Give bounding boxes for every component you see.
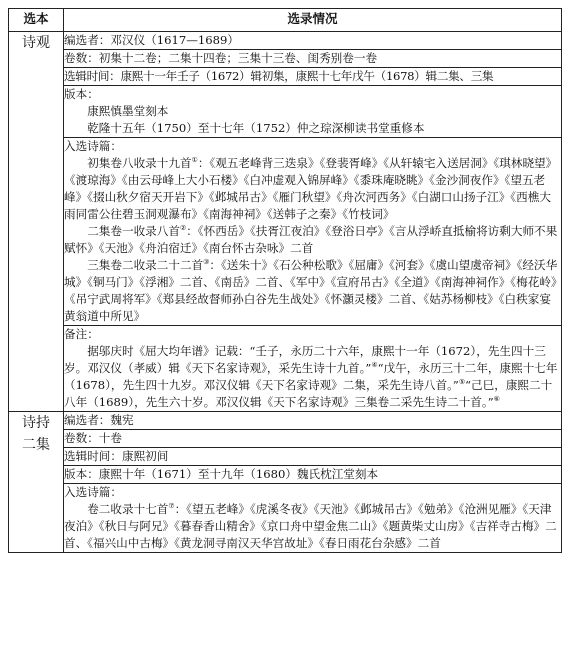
anthology-label-shichi <box>9 412 64 553</box>
remark-quote-3: “己巳，康熙二十八年（1689），先生六十岁。邓汉仪辑《天下名家诗观》三集卷二采先生诗二十首。” <box>64 378 553 409</box>
shiguan-remark <box>64 326 562 412</box>
shiguan-edition-title: 版本： <box>64 87 99 101</box>
shichi-collection-poem-list: ：《望五老峰》《虎溪冬夜》《天池》《邺城吊古》《勉弟》《沧洲见雁》《天津夜泊》《秋日与阿兄》《暮春香山精舍》《京口舟中望金焦二山》《题黄柴丈山房》《吉祥寺古梅》二首、《福兴山中古梅》《黄龙洞寻南汉天华宫故址》《春日雨花台杂感》二首 <box>64 502 557 550</box>
shiguan-poems-collection-1 <box>64 155 561 223</box>
footnote-marker: ④ <box>371 361 378 370</box>
selection-table <box>8 8 562 553</box>
remark-quote-2: “戊午，永历三十二年，康熙十七年（1678），先生四十九岁。邓汉仪辑《天下名家诗观》二集，采先生诗八首。” <box>64 361 558 392</box>
header-col-anthology: 选本 <box>9 9 64 32</box>
shichi-volumes-row <box>9 430 562 448</box>
shiguan-remark-text <box>64 343 561 411</box>
shichi-poems-collection <box>64 501 561 552</box>
shichi-time-row <box>9 448 562 466</box>
shiguan-volumes-row <box>9 50 562 68</box>
shiguan-edition-line: 康熙慎墨堂刻本 <box>87 104 169 118</box>
collection-2-intro: 二集卷一收录八首 <box>87 224 180 238</box>
shichi-collection-intro: 卷二收录十七首 <box>87 502 169 516</box>
footnote-marker: ② <box>179 224 187 233</box>
shichi-poems-row <box>9 484 562 553</box>
shiguan-edition-line: 乾隆十五年（1750）至十七年（1752）仲之琮深柳读书堂重修本 <box>87 121 425 135</box>
shiguan-poems <box>64 138 562 326</box>
shiguan-editor-row <box>9 32 562 50</box>
shichi-volumes: 卷数：十卷 <box>64 430 562 448</box>
shichi-edition: 版本：康熙十年（1671）至十九年（1680）魏氏枕江堂刻本 <box>64 466 562 484</box>
shichi-edition-row <box>9 466 562 484</box>
footnote-marker: ⑤ <box>458 378 466 387</box>
footnote-marker: ③ <box>203 258 210 267</box>
shiguan-poems-title: 入选诗篇： <box>64 139 122 153</box>
shiguan-remark-row <box>9 326 562 412</box>
shiguan-remark-title: 备注： <box>64 327 99 341</box>
collection-2-poem-list: ：《怀西岳》《扶胥江夜泊》《登浴日亭》《言从浮峤直抵榆将访剩大师不果赋怀》《天池》《舟泊宿迁》《南台怀古杂咏》二首 <box>64 224 558 255</box>
collection-1-intro: 初集卷八收录十九首 <box>87 156 192 170</box>
shichi-poems <box>64 484 562 553</box>
shichi-editor-row <box>9 412 562 430</box>
footnote-marker: ① <box>191 156 198 165</box>
shiguan-edition <box>64 86 562 138</box>
shiguan-poems-collection-2 <box>64 223 561 257</box>
footnote-marker: ⑥ <box>493 395 500 404</box>
header-row <box>9 9 562 32</box>
header-col-selection: 选录情况 <box>64 9 562 32</box>
shichi-time: 选辑时间：康熙初间 <box>64 448 562 466</box>
footnote-marker: ⑦ <box>168 502 175 511</box>
remark-quote-1: 据邬庆时《屈大均年谱》记载：“壬子，永历二十六年，康熙十一年（1672），先生四十三岁。邓汉仪（孝威）辑《天下名家诗观》，采先生诗十九首。” <box>64 344 546 375</box>
shiguan-editor: 编选者：邓汉仪（1617—1689） <box>64 32 562 50</box>
collection-3-intro: 三集卷二收录二十二首 <box>87 258 204 272</box>
collection-3-poem-list: ：《送朱十》《石公种松歌》《屈庸》《河套》《虞山望虞帝祠》《经沃华城》《铜马门》《浮湘》二首、《南岳》二首、《军中》《宣府吊古》《全道》《南海神祠作》《梅花岭》《吊宁武周将军》《郑县经故督师孙白谷先生战处》《怀灝灵楼》二首、《姑苏杨柳枝》《白秩家宴黄翁道中所见》 <box>64 258 558 323</box>
shiguan-edition-row <box>9 86 562 138</box>
anthology-label-shiguan: 诗观 <box>9 32 64 412</box>
shiguan-volumes: 卷数：初集十二卷；二集十四卷；三集十三卷、闺秀别卷一卷 <box>64 50 562 68</box>
shichi-editor: 编选者：魏宪 <box>64 412 562 430</box>
shiguan-time: 选辑时间：康熙十一年壬子（1672）辑初集，康熙十七年戊午（1678）辑二集、三集 <box>64 68 562 86</box>
anthology-label-shichi-text: 诗持二集 <box>21 415 50 453</box>
collection-1-poem-list: ：《观五老峰背三迭泉》《登裴胥峰》《从轩辕宅入送居洞》《琪林晓望》《渡琼海》《由云母峰上大小石楼》《白冲虚观入锦屏峰》《黍珠庵晓眺》《金沙洞夜作》《望五老峰》《掇山秋夕宿天开岩下》《邺城吊古》《雁门秋望》《舟次河西务》《白湖口山扬子江》《西樵大雨同雷公往碧玉洞观瀑布》《南海神祠》《送韩子之秦》《竹枝词》 <box>64 156 558 221</box>
shiguan-poems-row <box>9 138 562 326</box>
shiguan-poems-collection-3 <box>64 257 561 325</box>
shichi-poems-title: 入选诗篇： <box>64 485 122 499</box>
shiguan-time-row <box>9 68 562 86</box>
